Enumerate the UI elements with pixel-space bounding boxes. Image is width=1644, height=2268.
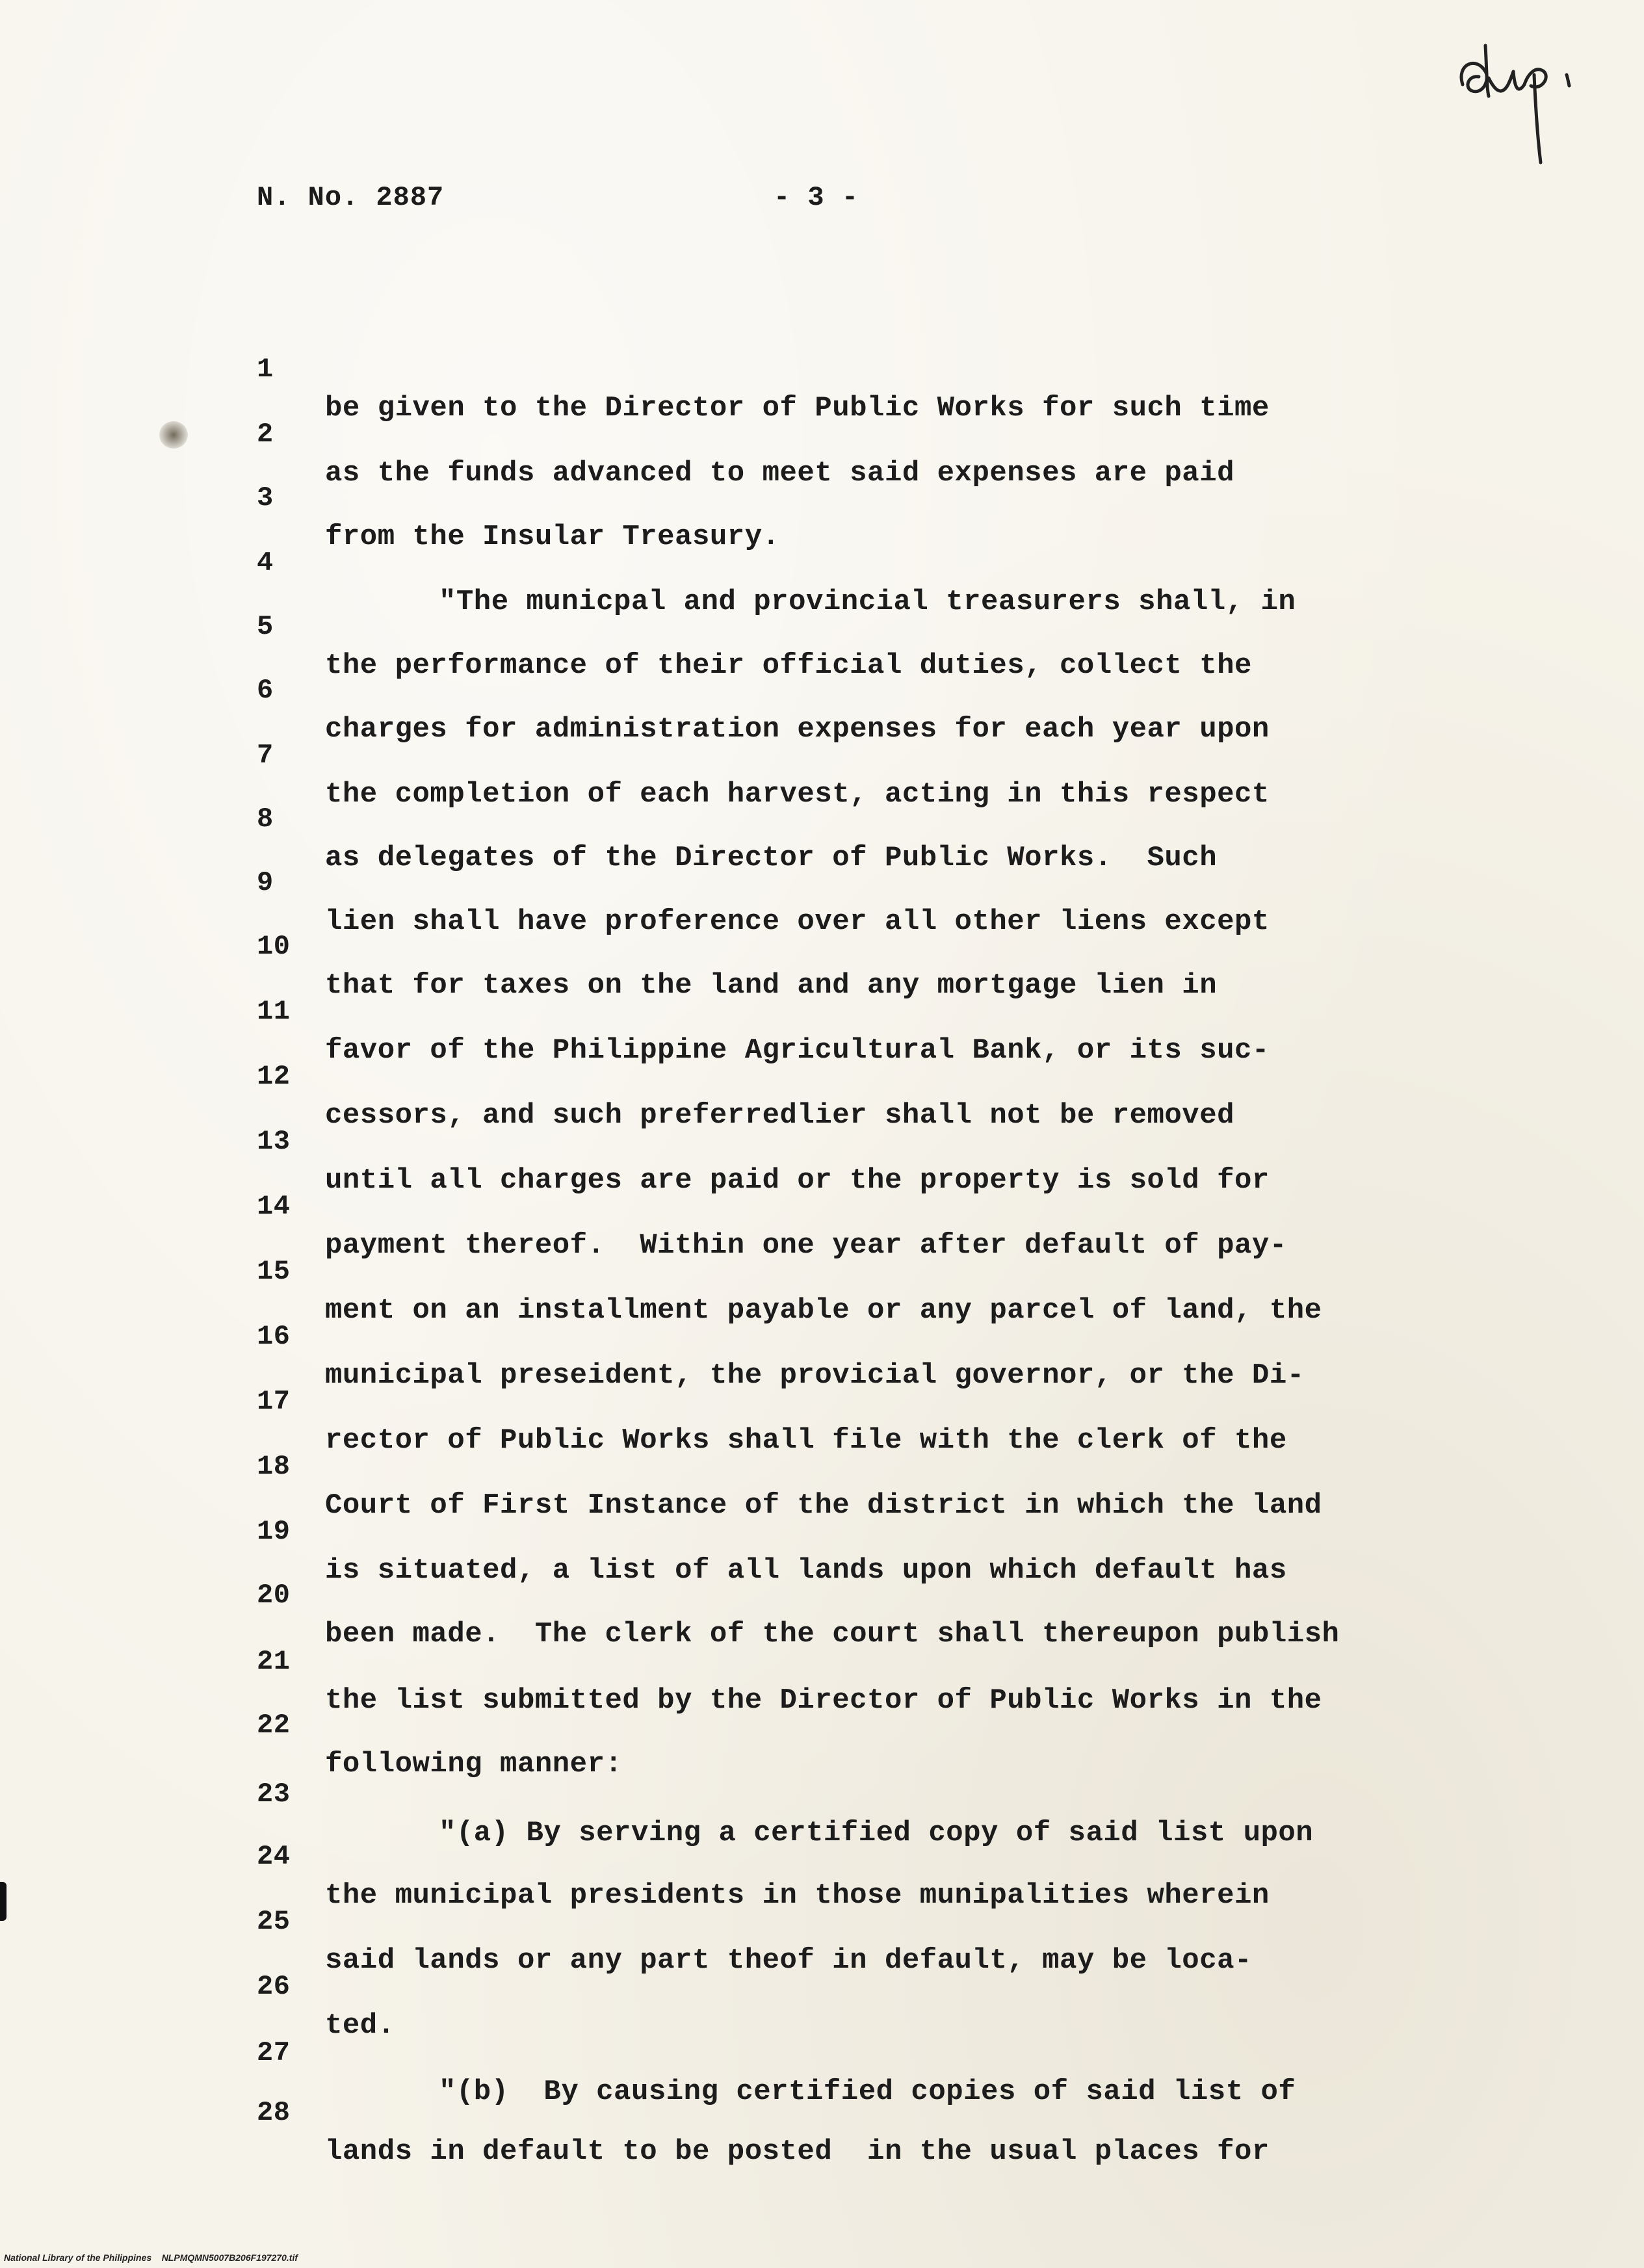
line-text: the performance of their official duties, collect the: [325, 649, 1252, 682]
line-text: lien shall have proference over all other liens except: [325, 906, 1270, 938]
line-text: favor of the Philippine Agricultural Bank, or its suc-: [325, 1034, 1270, 1067]
line-number: 10: [257, 931, 291, 962]
line-number: 7: [257, 740, 274, 771]
line-number: 9: [257, 867, 274, 898]
line-number: 5: [257, 611, 274, 642]
line-text: the completion of each harvest, acting in this respect: [325, 778, 1270, 811]
line-number: 13: [257, 1126, 291, 1157]
line-text: payment thereof. Within one year after default of pay-: [325, 1229, 1287, 1262]
line-number: 17: [257, 1386, 291, 1417]
line-number: 24: [257, 1841, 291, 1872]
line-text: cessors, and such preferredlier shall not be removed: [325, 1099, 1235, 1132]
line-number: 25: [257, 1906, 291, 1937]
line-text: lands in default to be posted in the usual places for: [325, 2135, 1270, 2168]
line-number: 6: [257, 675, 274, 706]
line-text: as delegates of the Director of Public Works. Such: [325, 842, 1218, 874]
line-text: municipal preseident, the provicial governor, or the Di-: [325, 1359, 1305, 1392]
line-number: 15: [257, 1256, 291, 1287]
line-text: following manner:: [325, 1748, 623, 1780]
page-number: - 3 -: [774, 182, 859, 213]
line-number: 12: [257, 1061, 291, 1092]
line-text: charges for administration expenses for each year upon: [325, 713, 1270, 746]
line-number: 23: [257, 1779, 291, 1810]
archive-footer: National Library of the Philippines NLPMQMN5007B206F197270.tif: [4, 2252, 298, 2263]
line-number: 28: [257, 2097, 291, 2128]
line-text: been made. The clerk of the court shall thereupon publish: [325, 1618, 1340, 1650]
line-22: [0, 1667, 623, 1780]
line-number: 21: [257, 1646, 291, 1677]
line-text: Court of First Instance of the district in which the land: [325, 1489, 1322, 1522]
line-number: 3: [257, 482, 274, 514]
line-number: 1: [257, 354, 274, 385]
line-text: "(b) By causing certified copies of said list of: [439, 2076, 1296, 2108]
line-number: 4: [257, 547, 274, 579]
line-text: that for taxes on the land and any mortgage lien in: [325, 969, 1218, 1002]
line-number: 27: [257, 2037, 291, 2068]
document-number: N. No. 2887: [257, 182, 445, 213]
line-number: 16: [257, 1321, 291, 1352]
line-number: 18: [257, 1451, 291, 1482]
line-text: "(a) By serving a certified copy of said list upon: [439, 1817, 1314, 1849]
line-text: ment on an installment payable or any parcel of land, the: [325, 1294, 1322, 1327]
line-text: the list submitted by the Director of Public Works in the: [325, 1684, 1322, 1717]
line-number: 19: [257, 1516, 291, 1547]
line-number: 11: [257, 996, 291, 1027]
line-number: 2: [257, 419, 274, 450]
line-text: the municipal presidents in those munipalities wherein: [325, 1879, 1270, 1912]
line-text: be given to the Director of Public Works for such time: [325, 392, 1270, 424]
line-number: 22: [257, 1710, 291, 1741]
line-text: from the Insular Treasury.: [325, 521, 780, 553]
line-number: 20: [257, 1580, 291, 1611]
line-text: until all charges are paid or the property is sold for: [325, 1164, 1270, 1197]
line-text: is situated, a list of all lands upon which default has: [325, 1554, 1287, 1587]
line-text: "The municpal and provincial treasurers shall, in: [439, 586, 1296, 618]
line-text: said lands or any part theof in default, may be loca-: [325, 1944, 1252, 1977]
line-number: 26: [257, 1971, 291, 2002]
line-text: as the funds advanced to meet said expenses are paid: [325, 457, 1235, 489]
line-text: rector of Public Works shall file with the clerk of the: [325, 1424, 1287, 1457]
line-text: ted.: [325, 2009, 395, 2042]
line-1: [0, 311, 1270, 424]
line-26: [0, 1928, 395, 2042]
line-number: 8: [257, 803, 274, 835]
line-number: 14: [257, 1191, 291, 1222]
